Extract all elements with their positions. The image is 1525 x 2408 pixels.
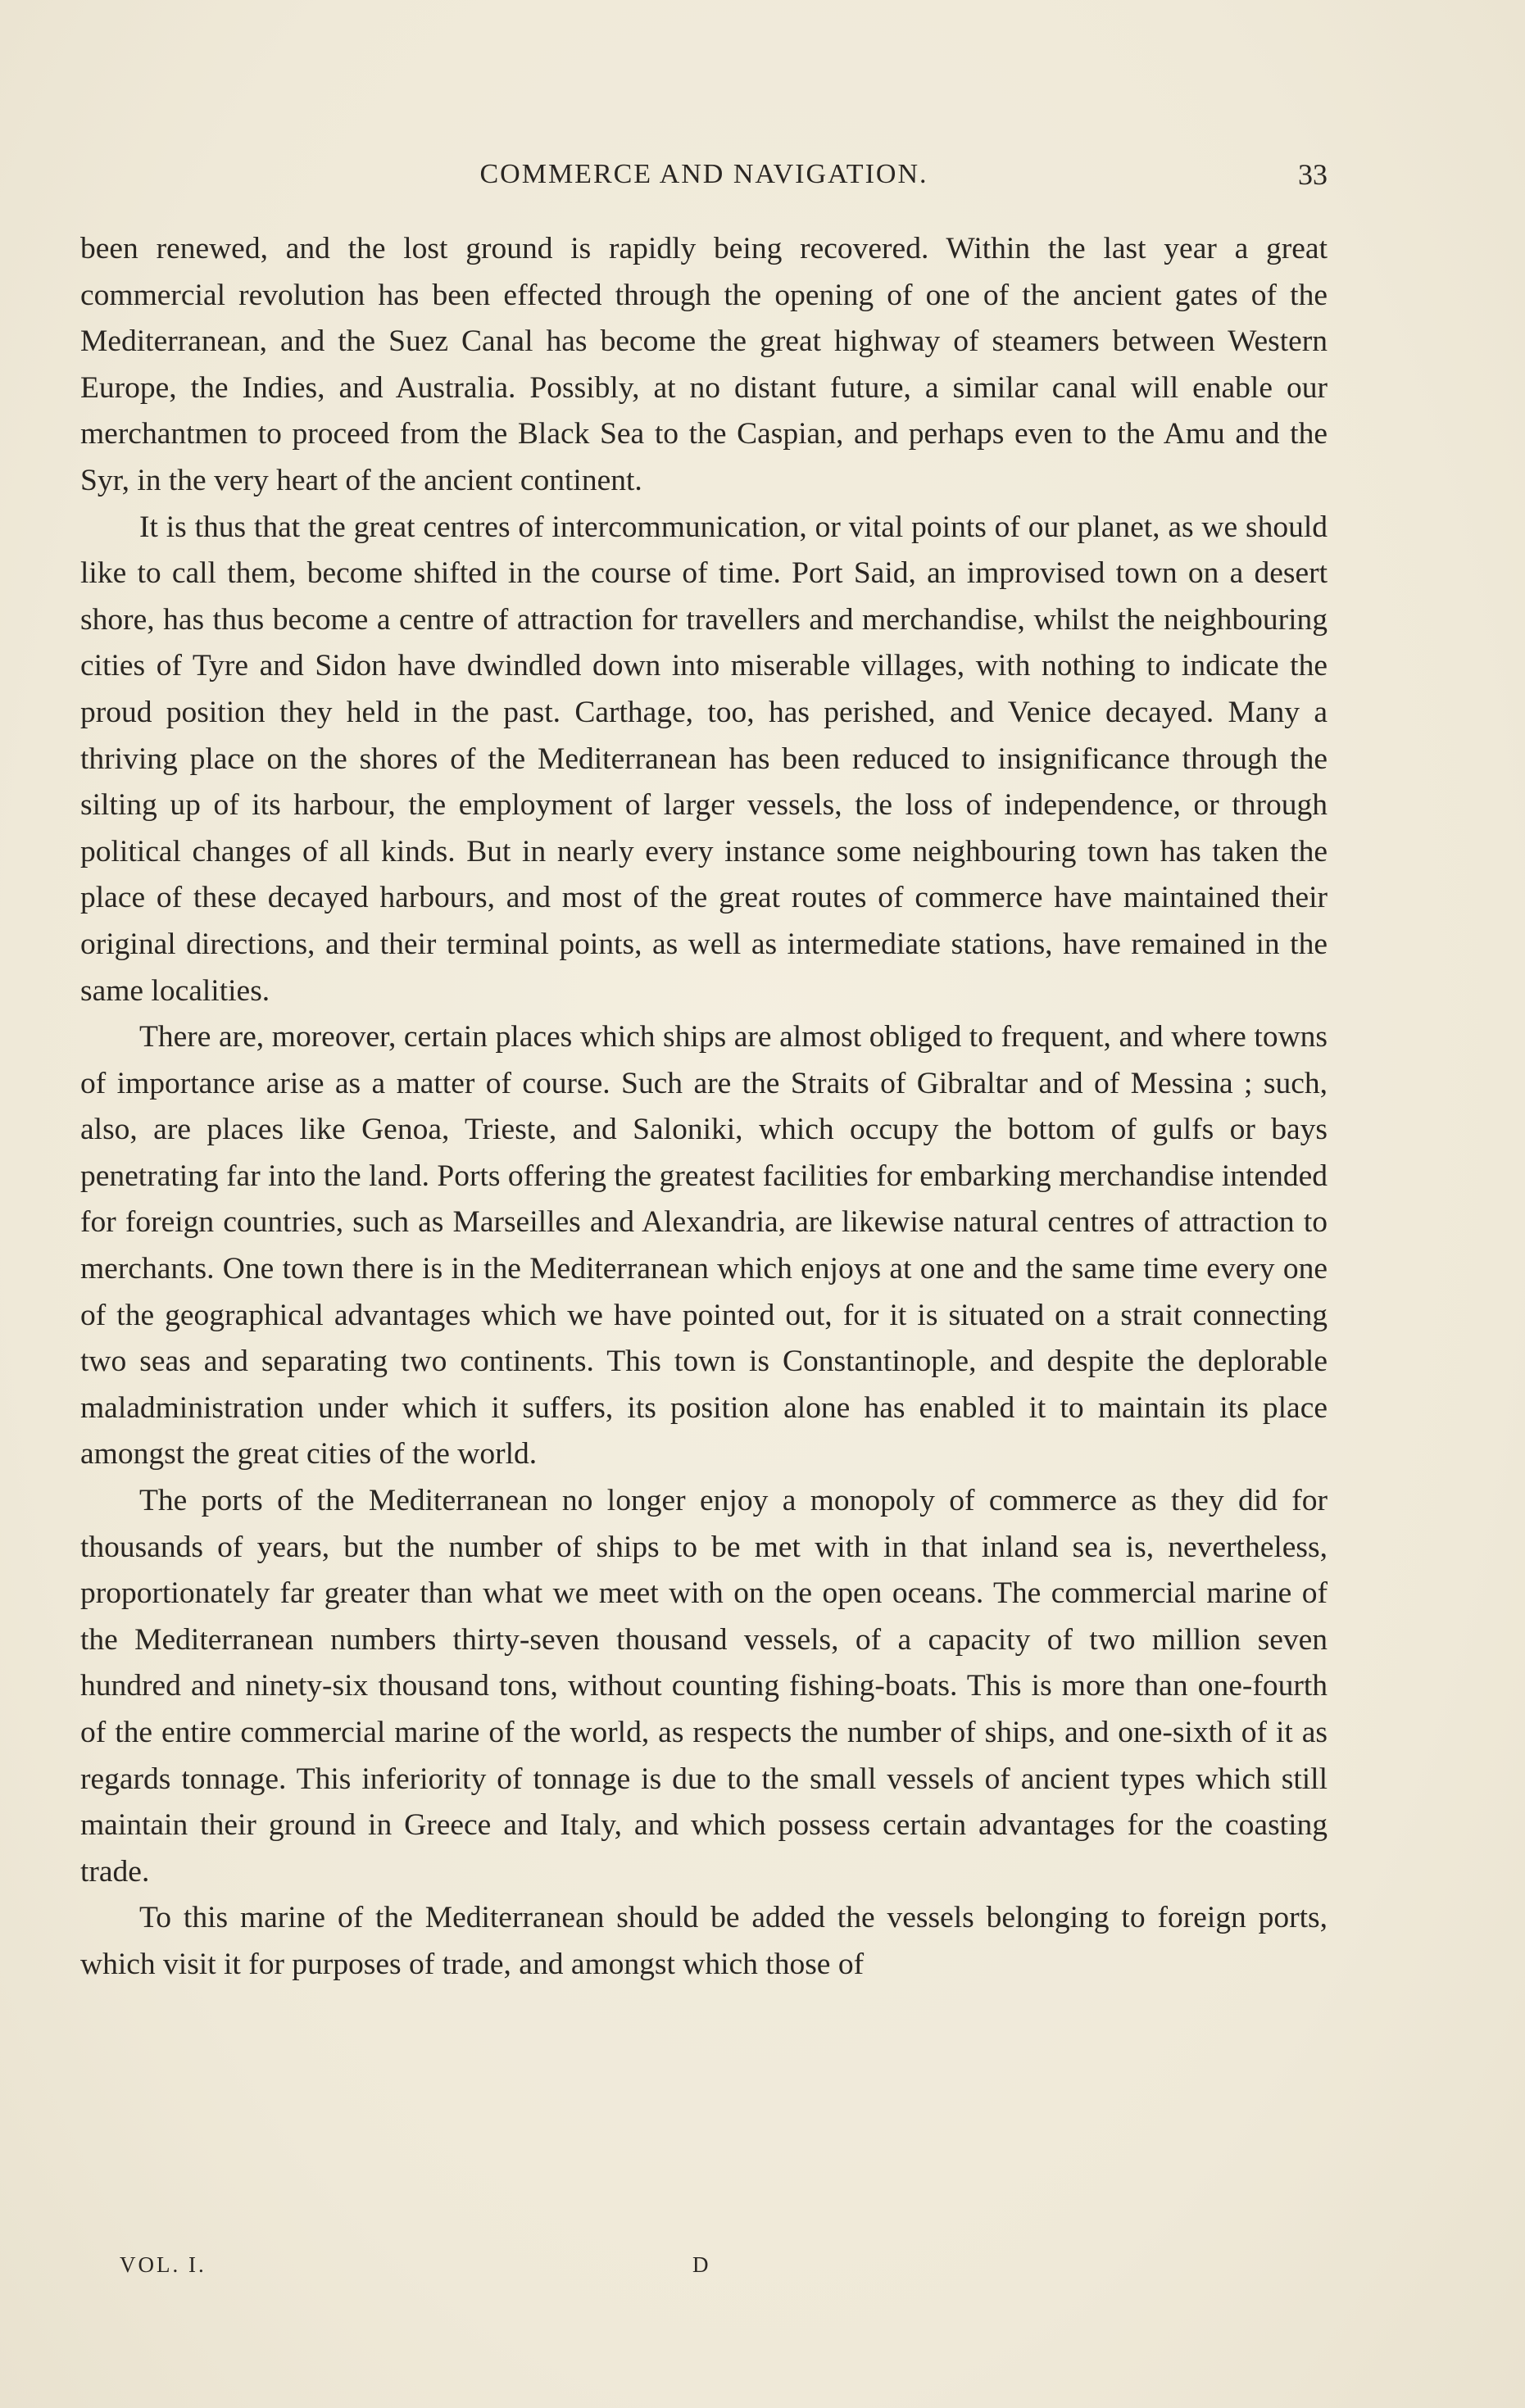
running-head [80,154,1328,195]
paragraph-4: The ports of the Mediterranean no longer enjoy a monopoly of commerce as they did for thousands of years, but the number of ships to be met with in that inland sea is, nevertheless, proportionately far greater than what we meet with on the open oceans. The commercial marine of the Mediterranean numbers thirty-seven thousand vessels, of a capacity of two million seven hundred and ninety-six thousand tons, without counting fishing-boats. This is more than one-fourth of the entire commercial marine of the world, as respects the number of ships, and one-sixth of it as regards tonnage. This inferiority of tonnage is due to the small vessels of ancient types which still maintain their ground in Greece and Italy, and which possess certain advantages for the coasting trade. [80,1484,1328,1889]
paragraph-2: It is thus that the great centres of intercommunication, or vital points of our planet, as we should like to call them, become shifted in the course of time. Port Said, an improvised town on a desert shore, has thus become a centre of attraction for travellers and merchandise, whilst the neighbouring cities of Tyre and Sidon have dwindled down into miserable villages, with nothing to indicate the proud position they held in the past. Carthage, too, has perished, and Venice decayed. Many a thriving place on the shores of the Mediterranean has been reduced to insignificance through the silting up of its harbour, the employment of larger vessels, the loss of independence, or through political changes of all kinds. But in nearly every instance some neighbouring town has taken the place of these decayed harbours, and most of the great routes of commerce have maintained their original directions, and their terminal points, as well as intermediate stations, have remained in the same localities. [80,510,1328,1008]
paragraph-5: To this marine of the Mediterranean should be added the vessels belonging to foreign ports, which visit it for purposes of trade, and amongst which those of [80,1901,1328,1981]
running-title: COMMERCE AND NAVIGATION. [479,159,928,189]
page-footer [80,2247,1328,2283]
page-number: 33 [1298,158,1328,191]
volume-label: VOL. I. [120,2252,207,2277]
paragraph-1: been renewed, and the lost ground is rapidly being recovered. Within the last year a great commercial revolution has been effected through the opening of one of the ancient gates of the Mediterranean, and the Suez Canal has become the great highway of steamers between Western Europe, the Indies, and Australia. Possibly, at no distant future, a similar canal will enable our merchantmen to proceed from the Black Sea to the Caspian, and perhaps even to the Amu and the Syr, in the very heart of the ancient continent. [80,232,1328,497]
signature-mark: D [692,2252,709,2277]
paragraph-3: There are, moreover, certain places which ships are almost obliged to frequent, and where towns of importance arise as a matter of course. Such are the Straits of Gibraltar and of Messina ; such, also, are places like Genoa, Trieste, and Saloniki, which occupy the bottom of gulfs or bays penetrating far into the land. Ports offering the greatest facilities for embarking merchandise intended for foreign countries, such as Marseilles and Alexandria, are likewise natural centres of attraction to merchants. One town there is in the Mediterranean which enjoys at one and the same time every one of the geographical advantages which we have pointed out, for it is situated on a strait connecting two seas and separating two continents. This town is Constantinople, and despite the deplorable maladministration under which it suffers, its position alone has enabled it to maintain its place amongst the great cities of the world. [80,1020,1328,1472]
body-text [80,226,1328,1989]
